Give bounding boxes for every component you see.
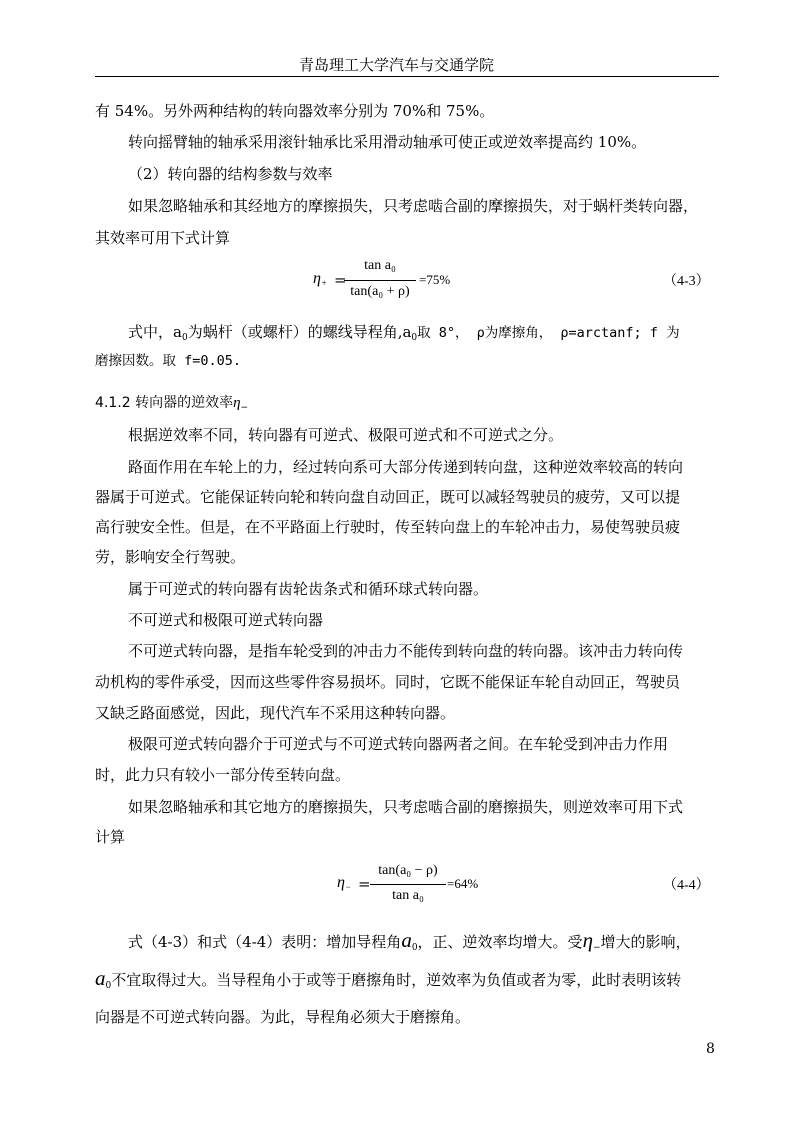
paragraph-line: 不可逆式转向器，是指车轮受到的冲击力不能传到转向盘的转向器。该冲击力转向传 bbox=[128, 642, 684, 660]
header-rule bbox=[95, 76, 719, 77]
page-header: 青岛理工大学汽车与交通学院 bbox=[298, 56, 494, 74]
paragraph-line: 器属于可逆式。它能保证转向轮和转向盘自动回正，既可以减轻驾驶员的疲劳，又可以提 bbox=[95, 488, 681, 506]
paragraph-line: 式（4-3）和式（4-4）表明：增加导程角$a_0$，正、逆效率均增大。受$\eta_-$增大的影响， bbox=[128, 928, 691, 953]
paragraph-line: 属于可逆式的转向器有齿轮齿条式和循环球式转向器。 bbox=[128, 580, 489, 598]
paragraph-line: 不可逆式和极限可逆式转向器 bbox=[128, 611, 324, 629]
paragraph-line: $a_0$不宜取得过大。当导程角小于或等于磨擦角时，逆效率为负值或者为零，此时表明该转 bbox=[95, 966, 682, 991]
eq-result: =75% bbox=[419, 272, 451, 287]
paragraph-line: 高行驶安全性。但是，在不平路面上行驶时，传至转向盘上的车轮冲击力，易使驾驶员疲 bbox=[95, 518, 681, 536]
eq-lhs-eta: $\eta_+$ bbox=[313, 270, 328, 288]
eq-equals: = bbox=[334, 271, 347, 289]
paragraph-line: 如果忽略轴承和其它地方的磨擦损失，只考虑啮合副的磨擦损失，则逆效率可用下式 bbox=[128, 798, 684, 816]
eq-numerator: tan(a₀ − ρ) bbox=[378, 863, 438, 878]
paragraph-line: 有 54%。另外两种结构的转向器效率分别为 70%和 75%。 bbox=[95, 102, 495, 120]
paragraph-line: 如果忽略轴承和其经地方的摩擦损失，只考虑啮合副的摩擦损失，对于蜗杆类转向器， bbox=[128, 197, 699, 215]
eq-lhs-eta: $\eta_-$ bbox=[337, 874, 352, 892]
eq-fraction-bar bbox=[370, 884, 446, 885]
paragraph-line: 向器是不可逆式转向器。为此，导程角必须大于磨擦角。 bbox=[95, 1008, 471, 1026]
section-heading: 4.1.2 转向器的逆效率$\eta_-$ bbox=[95, 395, 249, 413]
subsection-heading: （2）转向器的结构参数与效率 bbox=[128, 165, 333, 183]
eq-number-tag: （4-3） bbox=[663, 274, 710, 289]
paragraph-line: 动机构的零件承受，因而这些零件容易损坏。同时，它既不能保证车轮自动回正，驾驶员 bbox=[95, 673, 681, 691]
paragraph-line: 路面作用在车轮上的力，经过转向系可大部分传递到转向盘，这种逆效率较高的转向 bbox=[128, 458, 684, 476]
eq-numerator: tan a₀ bbox=[364, 258, 396, 273]
paragraph-line: 根据逆效率不同，转向器有可逆式、极限可逆式和不可逆式之分。 bbox=[128, 426, 564, 444]
paragraph-line: 磨擦因数。取 f=0.05. bbox=[95, 353, 242, 369]
eq-result: =64% bbox=[447, 876, 479, 891]
page-number: 8 bbox=[706, 1041, 715, 1057]
paragraph-line: 极限可逆式转向器介于可逆式与不可逆式转向器两者之间。在车轮受到冲击力作用 bbox=[128, 735, 669, 753]
paragraph-line: 劳，影响安全行驾驶。 bbox=[95, 548, 246, 566]
eq-equals: = bbox=[358, 875, 371, 893]
paragraph-line: 转向摇臂轴的轴承采用滚针轴承比采用滑动轴承可使正或逆效率提高约 10%。 bbox=[128, 133, 647, 151]
eq-denominator: tan(a₀ + ρ) bbox=[350, 284, 410, 299]
paragraph-line: 时，此力只有较小一部分传至转向盘。 bbox=[95, 766, 351, 784]
paragraph-line: 又缺乏路面感觉，因此，现代汽车不采用这种转向器。 bbox=[95, 704, 456, 722]
eq-fraction-bar bbox=[344, 280, 416, 281]
paragraph-line: 计算 bbox=[95, 828, 126, 846]
paragraph-line: 其效率可用下式计算 bbox=[95, 229, 231, 247]
eq-number-tag: （4-4） bbox=[663, 878, 710, 893]
eq-denominator: tan a₀ bbox=[392, 888, 424, 903]
paragraph-line: 式中，$a_0$为蜗杆（或螺杆）的螺线导程角$,a_0$取 8°， ρ为摩擦角， ρ=arctanf; f 为 bbox=[128, 323, 680, 343]
